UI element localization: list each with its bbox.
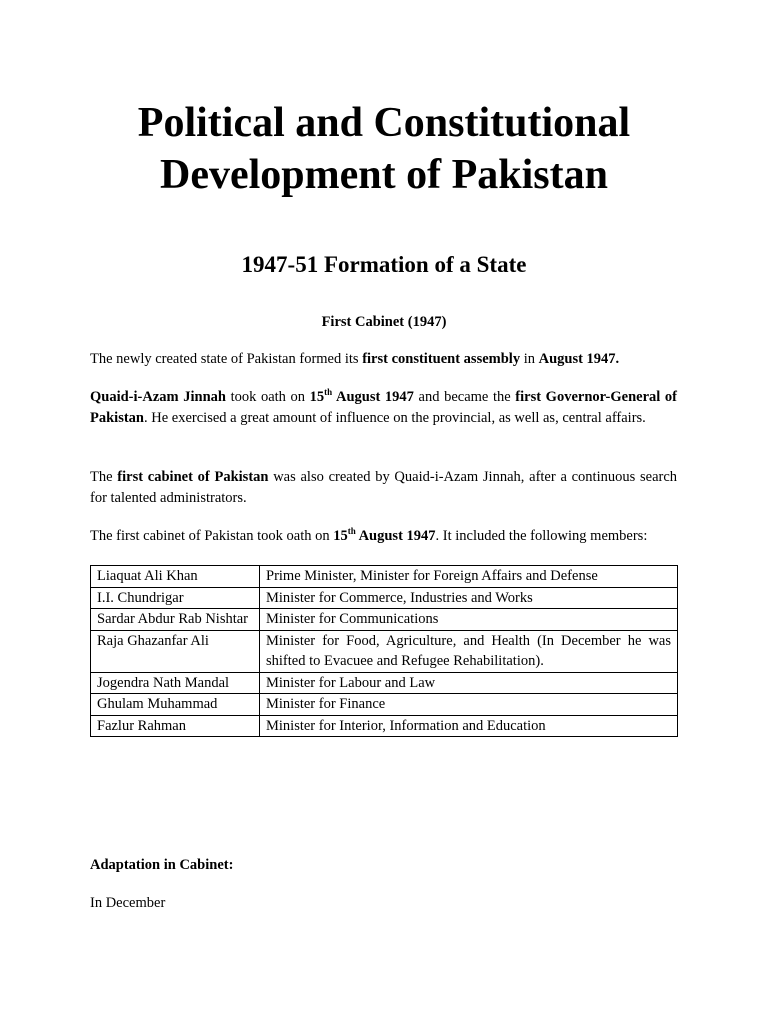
title-line-1: Political and Constitutional: [137, 100, 631, 146]
bold-date: [333, 528, 435, 544]
table-row: [91, 715, 678, 737]
member-name: Raja Ghazanfar Ali: [91, 630, 260, 672]
member-name: I.I. Chundrigar: [91, 587, 260, 609]
date-rest: August 1947: [332, 389, 414, 405]
title-line-2: Development of Pakistan: [160, 152, 608, 198]
table-row: [91, 566, 678, 588]
table-row: [91, 587, 678, 609]
bold-run: August 1947.: [538, 351, 620, 367]
text-run: in: [520, 351, 539, 367]
text-run: . He exercised a great amount of influence on the provincial, as well as, central affairs.: [144, 409, 646, 426]
date-day: 15: [309, 389, 325, 405]
first-cabinet-heading: First Cabinet (1947): [321, 314, 447, 330]
paragraph-in-december: In December: [90, 895, 166, 911]
text-run: and became the: [413, 389, 516, 405]
member-portfolio: Minister for Communications: [260, 609, 678, 631]
section-subtitle: 1947-51 Formation of a State: [241, 252, 527, 277]
member-portfolio: Minister for Interior, Information and Education: [260, 715, 678, 737]
paragraph-governor-general: [90, 387, 677, 428]
member-portfolio: Minister for Finance: [260, 694, 678, 716]
member-portfolio: Minister for Commerce, Industries and Works: [260, 587, 678, 609]
text-run: was also created by Quaid-i-Azam Jinnah, after a continuous search for talented administrators.: [90, 469, 678, 506]
ordinal-suffix: th: [347, 526, 356, 537]
paragraph-cabinet-oath: [90, 526, 677, 547]
table-row: [91, 630, 678, 672]
bold-run: Quaid-i-Azam Jinnah: [90, 389, 226, 405]
bold-run: first constituent assembly: [362, 351, 521, 367]
member-portfolio: Minister for Food, Agriculture, and Health (In December he was shifted to Evacuee and Refugee Rehabilitation).: [260, 630, 678, 672]
adaptation-heading: Adaptation in Cabinet:: [90, 857, 234, 873]
member-portfolio: Minister for Labour and Law: [260, 672, 678, 694]
member-name: Fazlur Rahman: [91, 715, 260, 737]
text-run: . It included the following members:: [435, 528, 648, 544]
text-run: The: [90, 469, 118, 485]
cabinet-members-table: [90, 565, 678, 737]
member-name: Liaquat Ali Khan: [91, 566, 260, 588]
ordinal-suffix: th: [324, 387, 333, 398]
table-row: [91, 672, 678, 694]
paragraph-constituent-assembly: [90, 349, 677, 370]
bold-run: first Governor-General of Pakistan: [90, 389, 677, 426]
text-run: The first cabinet of Pakistan took oath on: [90, 528, 334, 544]
member-name: Ghulam Muhammad: [91, 694, 260, 716]
bold-date: [310, 389, 414, 405]
document-title: [0, 97, 768, 201]
paragraph-first-cabinet: [90, 467, 677, 508]
table-row: [91, 694, 678, 716]
date-day: 15: [333, 528, 348, 544]
text-run: took oath on: [225, 389, 310, 405]
member-portfolio: Prime Minister, Minister for Foreign Affairs and Defense: [260, 566, 678, 588]
member-name: Jogendra Nath Mandal: [91, 672, 260, 694]
date-rest: August 1947: [355, 528, 436, 544]
text-run: The newly created state of Pakistan formed its: [90, 351, 363, 367]
member-name: Sardar Abdur Rab Nishtar: [91, 609, 260, 631]
bold-run: first cabinet of Pakistan: [117, 469, 269, 485]
table-row: [91, 609, 678, 631]
